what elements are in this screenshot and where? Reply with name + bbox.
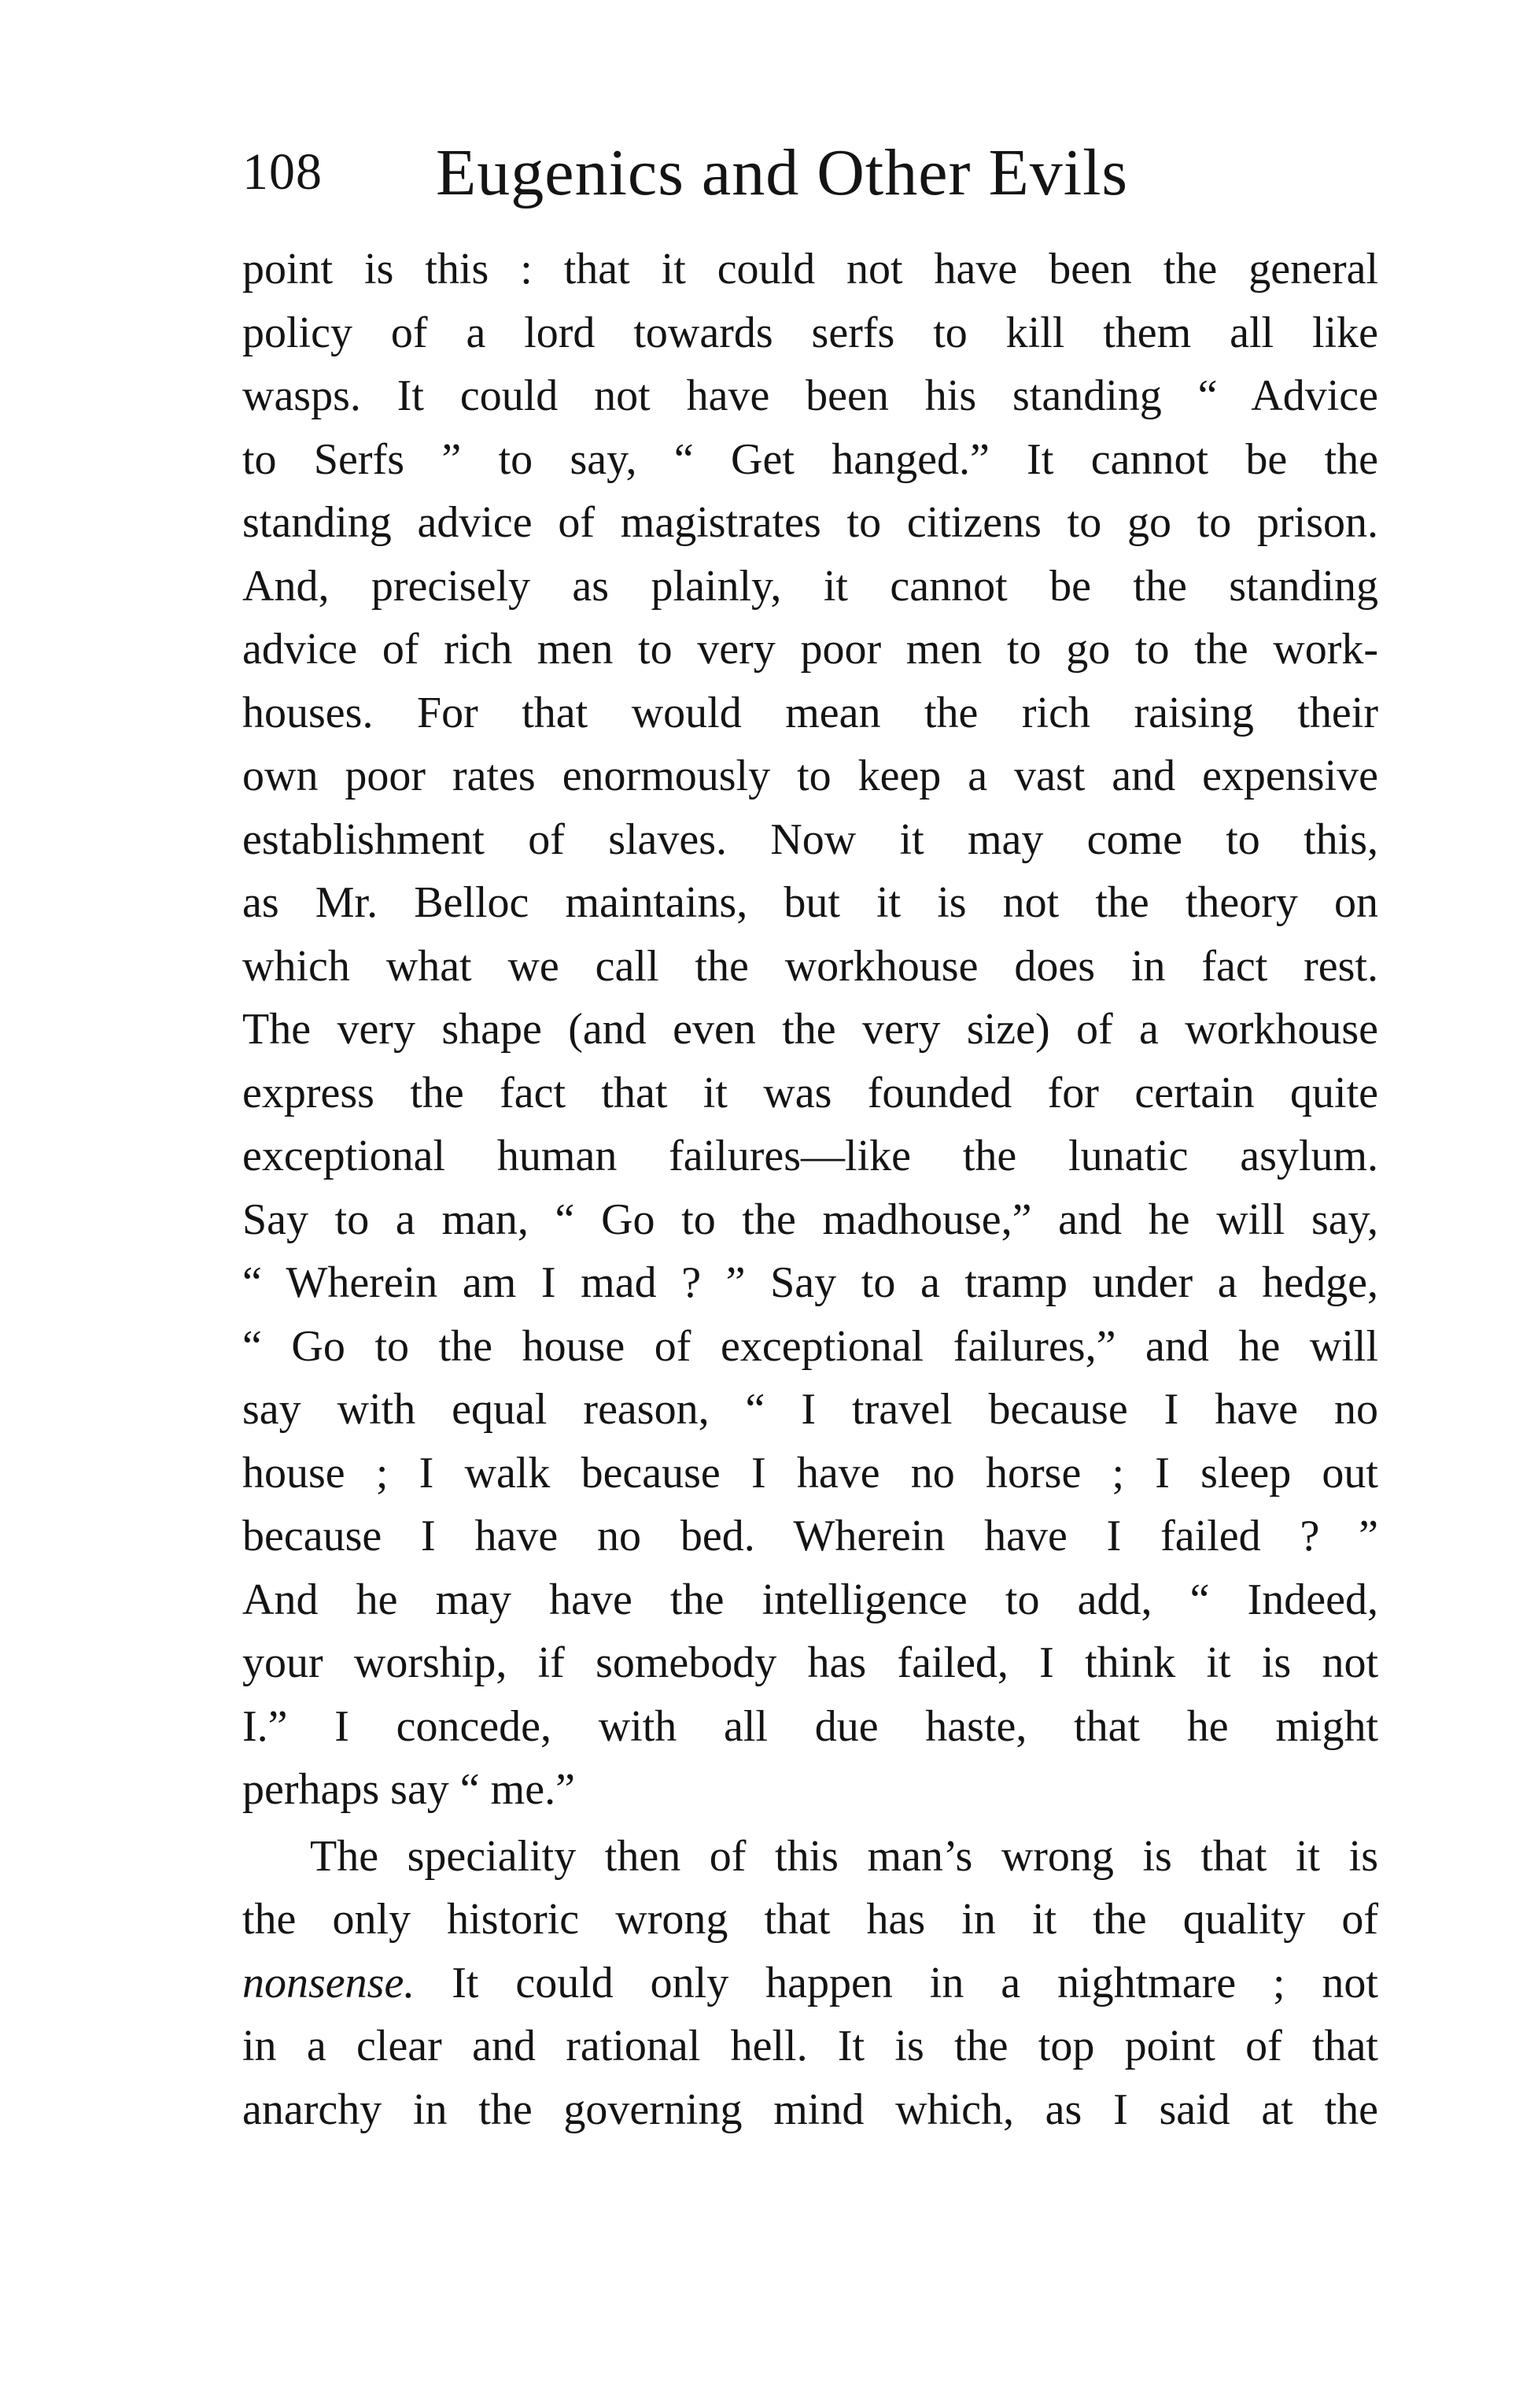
text-line-15: exceptional human failures—like the lunatic asylum.: [242, 1132, 1378, 1180]
italic-word: nonsense.: [242, 1958, 415, 2007]
text-line-22: And he may have the intelligence to add, “ Indeed,: [242, 1575, 1378, 1624]
text-line-29: in a clear and rational hell. It is the top point of that: [242, 2022, 1378, 2070]
page-number: 108: [242, 143, 323, 201]
text-line-23: your worship, if somebody has failed, I think it is not: [242, 1638, 1378, 1687]
text-line-3: wasps. It could not have been his standing “ Advice: [242, 371, 1378, 420]
running-title: Eugenics and Other Evils: [436, 136, 1129, 209]
text-line-20: house ; I walk because I have no horse ; I sleep out: [242, 1448, 1378, 1498]
body-text: [242, 238, 1378, 2141]
text-line-21: because I have no bed. Wherein have I failed ? ”: [242, 1512, 1378, 1560]
text-line-16: Say to a man, “ Go to the madhouse,” and he will say,: [242, 1195, 1378, 1244]
text-line-8: houses. For that would mean the rich raising their: [242, 688, 1378, 737]
text-line-1: point is this : that it could not have been the general: [242, 245, 1378, 294]
text-line-24: I.” I concede, with all due haste, that he might: [242, 1701, 1378, 1751]
text-line-6: And, precisely as plainly, it cannot be the standing: [242, 561, 1378, 611]
text-line-7: advice of rich men to very poor men to go to the work-: [242, 625, 1378, 674]
text-line-11: as Mr. Belloc maintains, but it is not the theory on: [242, 878, 1378, 927]
text-line-30: anarchy in the governing mind which, as I said at the: [242, 2085, 1378, 2134]
text-line-17: “ Wherein am I mad ? ” Say to a tramp under a hedge,: [242, 1258, 1378, 1307]
text-line-28: [242, 1952, 1378, 2015]
text-line-26: The speciality then of this man’s wrong is that it is: [310, 1831, 1378, 1881]
text-line-5: standing advice of magistrates to citizens to go to prison.: [242, 498, 1378, 547]
text-line-28-rest: It could only happen in a nightmare ; not: [452, 1958, 1378, 2007]
text-line-19: say with equal reason, “ I travel because I have no: [242, 1385, 1378, 1434]
text-line-27: the only historic wrong that has in it the quality of: [242, 1895, 1378, 1944]
text-line-25: perhaps say “ me.”: [242, 1765, 575, 1814]
text-line-13: The very shape (and even the very size) of a workhouse: [242, 1005, 1378, 1054]
running-head: [242, 136, 1375, 227]
text-line-18: “ Go to the house of exceptional failures,” and he will: [242, 1321, 1378, 1371]
text-line-9: own poor rates enormously to keep a vast and expensive: [242, 752, 1378, 800]
text-line-4: to Serfs ” to say, “ Get hanged.” It cannot be the: [242, 434, 1378, 484]
text-line-10: establishment of slaves. Now it may come to this,: [242, 814, 1378, 864]
text-line-14: express the fact that it was founded for certain quite: [242, 1068, 1378, 1117]
text-line-12: which what we call the workhouse does in fact rest.: [242, 941, 1378, 991]
text-line-2: policy of a lord towards serfs to kill them all like: [242, 308, 1378, 357]
